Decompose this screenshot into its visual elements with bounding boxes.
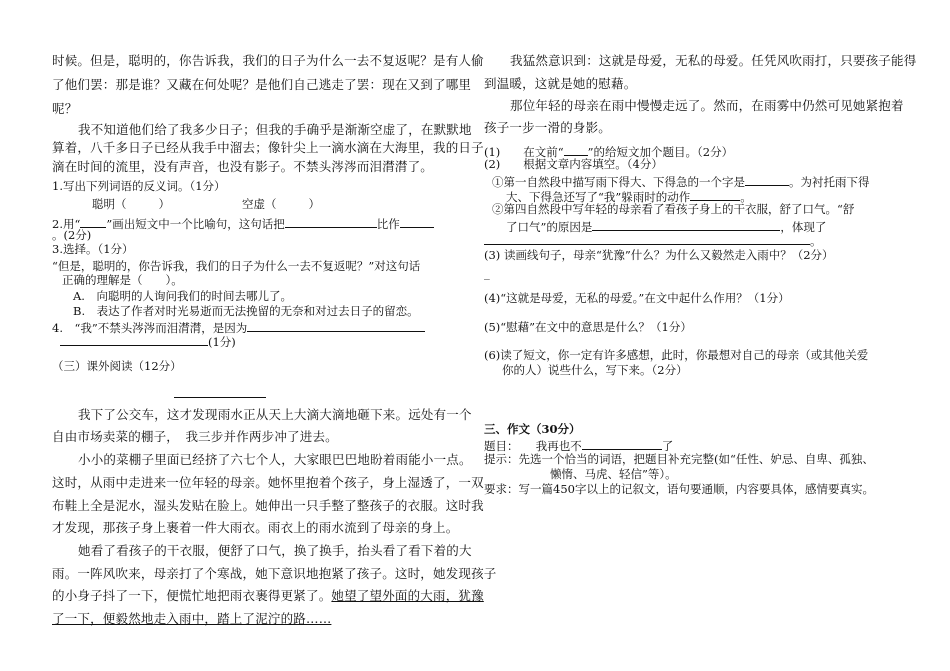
r2-text: ①第一自然段中描写雨下得大、下得急的一个字是 — [492, 175, 745, 189]
q2-score: 。(2分) — [52, 228, 92, 242]
q2-text: ”画出短文中一个比喻句，这句话把 — [106, 217, 285, 231]
answer-blank[interactable] — [484, 233, 810, 245]
word-label: 空虚（ — [242, 197, 277, 211]
r2-text: 大、下得急还写了“我”躲雨时的动作 — [506, 190, 691, 204]
answer-blank[interactable] — [564, 144, 588, 156]
story-line: 雨。一阵风吹来，母亲打了个寒战，她下意识地抱紧了孩子。这时，她发现孩子 — [52, 566, 497, 581]
question-4 — [52, 320, 425, 335]
text-line: 了他们罢：那是谁？又藏在何处呢？是他们自己逃走了罢：现在又到了哪里 — [52, 77, 472, 92]
r1-text: ”的给短文加个题目。（2分） — [587, 145, 734, 159]
word-label: 聪明（ — [92, 197, 127, 211]
essay-title-text: 题目： 我再也不 — [484, 439, 582, 453]
question-3: 3.选择。（1分） — [52, 242, 134, 256]
q2-text: 比作 — [376, 217, 400, 231]
text-line: 滴在时间的流里，没有声音，也没有影子。不禁头涔涔而泪潸潸了。 — [52, 159, 434, 174]
answer-blank[interactable] — [690, 189, 740, 201]
question-2 — [52, 216, 434, 231]
story-line: 孩子一步一滑的身影。 — [484, 120, 612, 135]
title-blank[interactable] — [582, 438, 662, 450]
essay-tip: 提示：先选一个恰当的词语，把题目补充完整(如“任性、妒忌、自卑、孤独、 — [484, 452, 874, 466]
text-line: 呢？ — [52, 101, 78, 116]
r2-text: ，体现了 — [780, 220, 827, 234]
r2-text: 。 — [810, 234, 822, 248]
answer-blank[interactable] — [247, 320, 425, 332]
essay-title-text: 了 — [661, 439, 674, 453]
r1-text: (1) 在文前“ — [484, 145, 564, 159]
underlined-sentence: 她望了望外面的大雨，犹豫 — [331, 588, 484, 603]
answer-blank[interactable] — [400, 216, 434, 228]
q3-stem: 正确的理解是（ ）。 — [62, 273, 183, 287]
answer-blank[interactable] — [285, 216, 377, 228]
story-line: 自由市场卖菜的棚子， 我三步并作两步冲了进去。 — [52, 429, 338, 444]
question-r4: (4)“这就是母爱，无私的母爱。”在文中起什么作用？（1分） — [484, 291, 790, 305]
r2-item-2-cont — [506, 219, 826, 234]
antonym-blank-1[interactable] — [92, 199, 170, 211]
q4-text: 4. “我”不禁头涔涔而泪潸潸，是因为 — [52, 321, 248, 335]
story-line: 她看了看孩子的干衣服，便舒了口气，换了换手，抬头看了看下着的大 — [78, 543, 472, 558]
story-line: 小小的菜棚子里面已经挤了六七个人，大家眼巴巴地盼着雨能小一点。 — [78, 452, 472, 467]
r2-text: 了口气”的原因是 — [506, 220, 593, 234]
underlined-sentence: 了一下，便毅然地走入雨中，踏上了泥泞的路…… — [52, 611, 332, 626]
text-line: 时候。但是，聪明的，你告诉我，我们的日子为什么一去不复返呢？是有人偷 — [52, 53, 484, 68]
story-line: 到温暖，这就是她的慰藉。 — [484, 76, 637, 91]
question-r3: (3) 读画线句子，母亲“犹豫”什么？为什么又毅然走入雨中？（2分） — [484, 248, 834, 262]
question-r6: (6)读了短文，你一定有许多感想，此时，你最想对自己的母亲（或其他关爱 — [484, 348, 869, 362]
text-line: 算着，八千多日子已经从我手中溜去；像针尖上一滴水滴在大海里，我的日子 — [52, 140, 484, 155]
q3-stem: “但是，聪明的，你告诉我，我们的日子为什么一去不复返呢？”对这句话 — [52, 259, 421, 273]
essay-title — [484, 438, 673, 453]
story-line: 才发现，那孩子身上裹着一件大雨衣。雨衣上的雨水流到了母亲的身上。 — [52, 520, 459, 535]
question-r5: (5)“慰藉”在文中的意思是什么？（1分） — [484, 320, 692, 334]
story-line: 布鞋上全是泥水，湿头发贴在脸上。她伸出一只手整了整孩子的衣服。这时我 — [52, 498, 484, 513]
text-line: 我不知道他们给了我多少日子；但我的手确乎是渐渐空虚了，在默默地 — [78, 122, 472, 137]
r2-text: 。为衬托雨下得 — [789, 175, 870, 189]
story-text: 的小身子抖了一下，便慌忙地把雨衣裹得更紧了。 — [52, 588, 332, 603]
answer-blank[interactable] — [60, 334, 208, 346]
section-heading: 三、作文（30分） — [484, 422, 581, 436]
essay-tip-cont: 懒惰、马虎、轻信”等）。 — [550, 467, 677, 481]
story-line: 我下了公交车，这才发现雨水正从天上大滴大滴地砸下来。远处有一个 — [78, 407, 472, 422]
question-1: 1.写出下列词语的反义词。（1分） — [52, 179, 226, 193]
answer-blank[interactable] — [745, 174, 789, 186]
r2-item-2-line — [484, 233, 822, 248]
bracket: ） — [158, 197, 170, 211]
bracket: ） — [308, 197, 320, 211]
antonym-blank-2[interactable] — [242, 199, 320, 211]
q4-score: (1分) — [208, 335, 236, 349]
section-heading: （三）课外阅读（12分） — [52, 359, 182, 373]
mark-blank[interactable] — [80, 216, 106, 228]
r2-item-2: ②第四自然段中写年轻的母亲看了看孩子身上的干衣服，舒了口气。“舒 — [492, 202, 855, 216]
q2-text: 2.用“ — [52, 217, 81, 231]
question-r6-cont: 你的人）说些什么，写下来。（2分） — [502, 363, 688, 377]
answer-mark[interactable]: _ — [484, 266, 490, 280]
question-r2: (2) 根据文章内容填空。（4分） — [484, 157, 663, 171]
story-line — [52, 590, 484, 603]
r2-item-1 — [492, 174, 870, 189]
q3-option-a[interactable]: A. 向聪明的人询问我们的时间去哪儿了。 — [73, 289, 292, 303]
story-line: 这时，从雨中走进来一位年轻的母亲。她怀里抱着个孩子，身上湿透了，一双 — [52, 475, 484, 490]
story-line: 我猛然意识到：这就是母爱，无私的母爱。任凭风吹雨打，只要孩子能得 — [510, 53, 917, 68]
q4-line-2 — [60, 334, 236, 349]
essay-requirement: 要求：写一篇450字以上的记叙文，语句要通顺，内容要具体，感情要真实。 — [484, 482, 874, 496]
story-line: 那位年轻的母亲在雨中慢慢走远了。然而，在雨雾中仍然可见她紧抱着 — [510, 98, 904, 113]
answer-blank[interactable] — [592, 219, 780, 231]
title-blank[interactable] — [174, 397, 266, 398]
q3-option-b[interactable]: B. 表达了作者对时光易逝而无法挽留的无奈和对过去日子的留恋。 — [73, 304, 419, 318]
r2-text: 。 — [740, 190, 752, 204]
